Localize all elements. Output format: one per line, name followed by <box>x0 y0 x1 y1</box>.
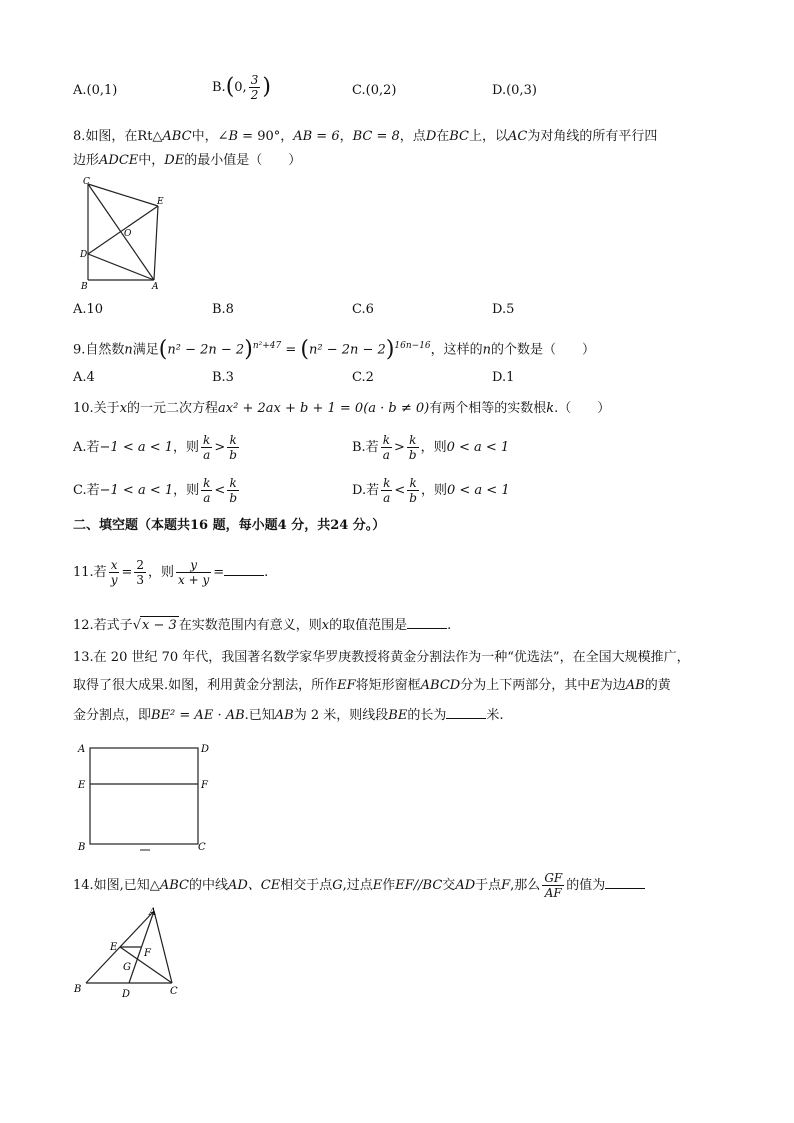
label-b: B <box>74 984 82 995</box>
label-g: G <box>123 962 131 973</box>
q7-option-a: A.(0,1) <box>73 83 118 98</box>
q13-line-1: 13.在 20 世纪 70 年代，我国著名数学家华罗庚教授将黄金分割法作为一种“优选法”，在全国大规模推广， <box>73 650 690 665</box>
label-f: F <box>144 948 151 959</box>
label-c: C <box>198 842 206 853</box>
label-e: E <box>78 780 86 791</box>
q9-option-b: B.3 <box>212 370 234 385</box>
label-a: A <box>149 907 157 918</box>
label-c: C <box>83 177 90 187</box>
q10-option-b: B.若 $\frac{k}{a}$ > $\frac{k}{b}$ ，则0 < a < 1 <box>352 433 510 462</box>
label-f: F <box>201 780 208 791</box>
q13-answer-blank[interactable] <box>446 706 486 719</box>
q8-option-d: D.5 <box>492 302 515 317</box>
label-o: O <box>124 229 132 239</box>
q8-line-1: 8.如图，在Rt△ABC中，∠B = 90°，AB = 6，BC = 8，点D在BC上，以AC为对角线的所有平行四 <box>73 129 658 144</box>
q7-option-d: D.(0,3) <box>492 83 537 98</box>
q8-option-a: A.10 <box>73 302 104 317</box>
q8-line-2: 边形ADCE中，DE的最小值是（ ） <box>73 153 302 168</box>
q14-figure <box>70 905 188 1001</box>
label-a: A <box>78 744 86 755</box>
q9-question: 9.自然数n满足$(n^2 - 2n - 2)^{n^2+47} = (n^2 - 2n - 2)^{16n-16}$，这样的n的个数是（ ） <box>73 336 596 362</box>
q13-line-2: 取得了很大成果.如图，利用黄金分割法，所作EF将矩形窗框ABCD分为上下两部分，其中E为边AB的黄 <box>73 678 671 693</box>
q9-n-2: n <box>482 342 492 358</box>
label-c: C <box>170 986 178 997</box>
q14-answer-blank[interactable] <box>605 876 645 889</box>
label-e: E <box>157 197 164 207</box>
label-d: D <box>201 744 210 755</box>
q11-answer-blank[interactable] <box>224 563 264 576</box>
q13-figure <box>74 740 216 856</box>
q12-answer-blank[interactable] <box>407 616 447 629</box>
q7-option-b: B.(0, $\frac{3}{2}$ ) <box>212 73 271 102</box>
label-d: D <box>80 250 88 260</box>
q10-option-d: D.若 $\frac{k}{a}$ < $\frac{k}{b}$ ，则0 < a < 1 <box>352 476 510 505</box>
label-d: D <box>122 989 131 1000</box>
segment-de <box>88 206 158 254</box>
q13-ab-2: AB <box>274 708 294 723</box>
section-2-heading: 二、填空题（本题共16 题，每小题4 分，共24 分。） <box>73 518 386 533</box>
q9-option-c: C.2 <box>352 370 374 385</box>
q10-question: 10.关于x的一元二次方程ax² + 2ax + b + 1 = 0(a · b ≠ 0)有两个相等的实数根k.（ ） <box>73 401 611 416</box>
label-b: B <box>81 282 88 291</box>
q11-question: 11.若 $\frac{x}{y}$ = $\frac{2}{3}$ ，则 $\frac{y}{x + y}$ = . <box>73 558 269 587</box>
segment-da <box>88 254 154 280</box>
q9-base-2: n² − 2n − 2 <box>308 342 386 358</box>
q10-option-c: C.若−1 < a < 1，则 $\frac{k}{a}$ < $\frac{k}{b}$ <box>73 476 238 505</box>
segment-ce <box>88 184 158 206</box>
q13-line-3: 金分割点，即BE² = AE · AB.已知AB为 2 米，则线段BE的长为 米. <box>73 708 504 723</box>
q9-option-d: D.1 <box>492 370 515 385</box>
q7-option-c: C.(0,2) <box>352 83 397 98</box>
q8-figure <box>78 176 170 291</box>
q8-option-c: C.6 <box>352 302 374 317</box>
q10-option-a: A.若−1 < a < 1，则 $\frac{k}{a}$ > $\frac{k}{b}$ <box>73 433 237 462</box>
segment-ea <box>154 206 158 280</box>
q12-question: 12.若式子√x − 3 在实数范围内有意义，则x的取值范围是 . <box>73 618 452 633</box>
q9-option-a: A.4 <box>73 370 95 385</box>
window-frame <box>90 748 198 844</box>
label-a: A <box>152 282 159 291</box>
q14-question: 14.如图,已知△ABC的中线AD、CE相交于点G,过点E作EF//BC交AD于点F,那么 $\frac{GF}{AF}$ 的值为 <box>73 871 645 900</box>
label-e: E <box>110 942 118 953</box>
label-b: B <box>78 842 86 853</box>
q8-option-b: B.8 <box>212 302 234 317</box>
